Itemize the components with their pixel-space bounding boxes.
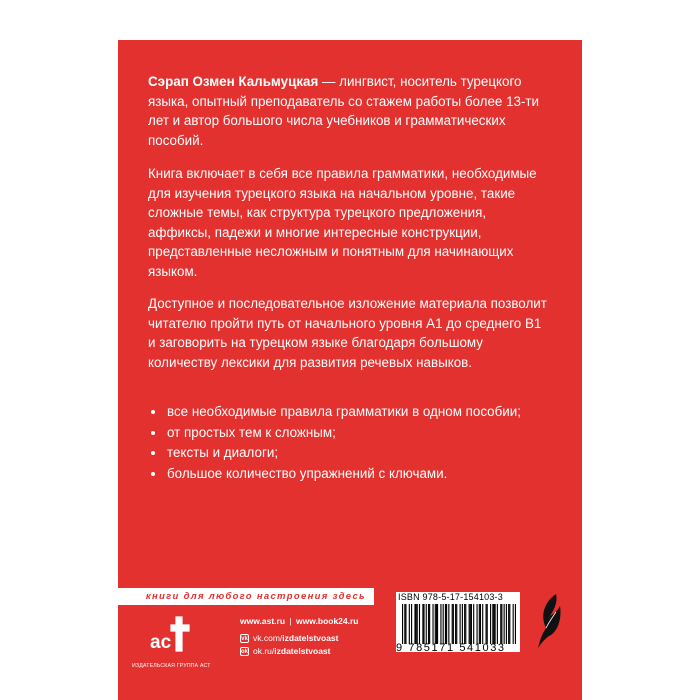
barcode-bar [405, 604, 406, 644]
author-bio: — лингвист, носитель турецкого языка, опытный преподаватель со стажем работы более 13-ти лет и автор большого числа учебников и грамматических пособий. [148, 74, 540, 148]
barcode-bar [416, 604, 417, 644]
barcode-bar [486, 604, 487, 644]
barcode-bar [419, 604, 420, 644]
barcode-bar [460, 604, 461, 644]
barcode-bar [482, 604, 483, 644]
isbn-barcode [396, 592, 520, 652]
barcode-bar [509, 604, 510, 644]
barcode-bar [465, 604, 466, 644]
barcode-graphic [402, 604, 516, 644]
barcode-bar [492, 604, 493, 644]
barcode-bar [477, 604, 478, 644]
barcode-bar [404, 604, 405, 644]
barcode-bar [493, 604, 494, 644]
barcode-bar [417, 604, 418, 644]
barcode-bar [402, 604, 403, 644]
ast-site-link[interactable]: www.ast.ru [240, 616, 286, 626]
barcode-bar [462, 604, 463, 644]
barcode-bar [515, 604, 516, 644]
publisher-logo [148, 612, 192, 656]
barcode-bar [440, 604, 441, 644]
barcode-bar [501, 604, 502, 644]
barcode-bar [456, 604, 457, 644]
feather-logo-icon [536, 592, 564, 652]
back-cover [118, 40, 582, 700]
list-item: все необходимые правила грамматики в одном пособии; [148, 402, 552, 423]
barcode-bar [487, 604, 488, 644]
barcode-bar [471, 604, 472, 644]
tagline: книги для любого настроения здесь [118, 588, 374, 605]
barcode-bar [464, 604, 465, 644]
paragraph-2: Книга включает в себя все правила грамматики, необходимые для изучения турецкого языка на начальном уровне, такие сложные темы, как структура турецкого предложения, аффиксы, падежи и многие интересные конструкции, представленные несложным и понятным для начинающих языком. [148, 166, 537, 279]
author-paragraph [148, 72, 552, 150]
barcode-bar [446, 604, 447, 644]
barcode-bar [513, 604, 514, 644]
barcode-bar [445, 604, 446, 644]
paragraph-3: Доступное и последовательное изложение материала позволит читателю пройти путь от начального уровня А1 до среднего В1 и заговорить на турецком языке благодаря большому количеству лексики для развития речевых навыков. [148, 296, 547, 370]
barcode-digits: 9 785171 541033 [396, 642, 506, 654]
barcode-bar [432, 604, 433, 644]
barcode-bar [448, 604, 449, 644]
barcode-bar [473, 604, 474, 644]
barcode-bar [495, 604, 496, 644]
barcode-bar [436, 604, 437, 644]
vk-link[interactable] [240, 632, 339, 645]
website-links [240, 616, 359, 626]
description-paragraph [148, 164, 552, 281]
barcode-bar [455, 604, 456, 644]
book24-site-link[interactable]: www.book24.ru [296, 616, 359, 626]
barcode-bar [504, 604, 505, 644]
barcode-bar [429, 604, 430, 644]
ok-handle: izdatelstvoast [274, 646, 331, 656]
list-item: тексты и диалоги; [148, 443, 552, 464]
vk-handle: izdatelstvoast [282, 633, 339, 643]
ok-link[interactable] [240, 645, 339, 658]
barcode-bar [497, 604, 498, 644]
barcode-bar [508, 604, 509, 644]
barcode-bar [409, 604, 410, 644]
barcode-bar [469, 604, 470, 644]
social-links [240, 632, 339, 658]
vk-prefix: vk.com/ [253, 633, 283, 643]
barcode-bar [479, 604, 480, 644]
publisher-logo-text: ac [150, 632, 172, 653]
barcode-bar [437, 604, 438, 644]
barcode-bar [426, 604, 427, 644]
barcode-bar [443, 604, 444, 644]
barcode-bar [480, 604, 481, 644]
barcode-bar [453, 604, 454, 644]
barcode-bar [490, 604, 491, 644]
list-item: большое количество упражнений с ключами. [148, 464, 552, 485]
barcode-bar [500, 604, 501, 644]
barcode-bar [428, 604, 429, 644]
vk-icon: vk [241, 636, 248, 642]
barcode-bar [422, 604, 423, 644]
barcode-bar [506, 604, 507, 644]
feature-list [148, 402, 552, 484]
barcode-bar [423, 604, 424, 644]
barcode-bar [470, 604, 471, 644]
ok-prefix: ok.ru/ [253, 646, 275, 656]
isbn-number: ISBN 978-5-17-154103-3 [398, 592, 503, 602]
author-name: Сэрап Озмен Кальмуцкая [148, 74, 319, 89]
barcode-bar [435, 604, 436, 644]
separator: | [289, 616, 292, 626]
barcode-bar [414, 604, 415, 644]
barcode-bar [452, 604, 453, 644]
barcode-bar [411, 604, 412, 644]
publisher-caption: ИЗДАТЕЛЬСКАЯ ГРУППА АСТ [132, 663, 211, 669]
ok-icon: ok [241, 649, 249, 655]
list-item: от простых тем к сложным; [148, 423, 552, 444]
description-paragraph-2 [148, 294, 552, 372]
